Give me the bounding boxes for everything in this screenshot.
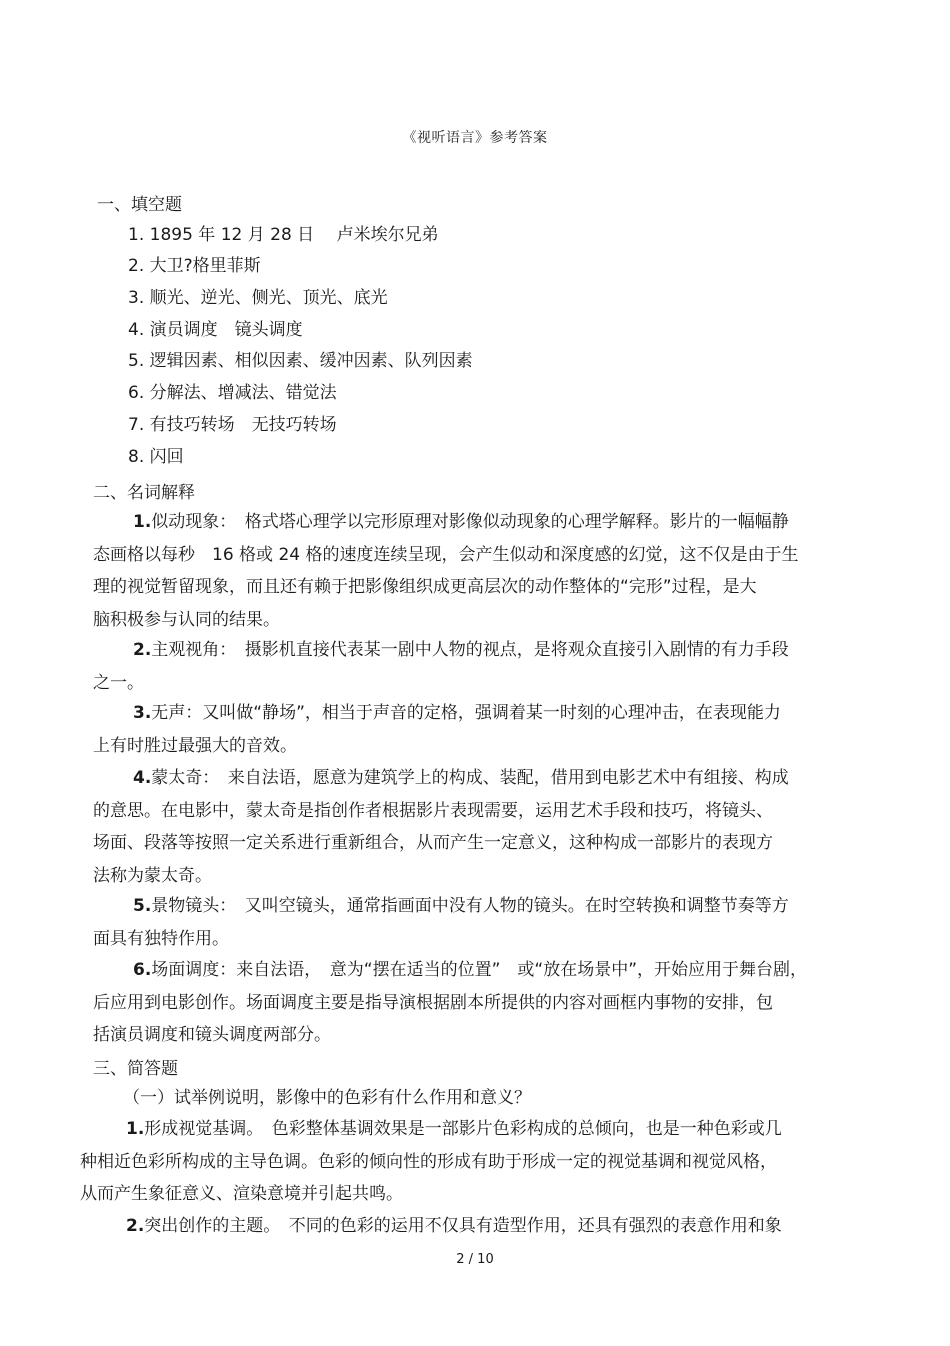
term-line: 态画格以每秒 16 格或 24 格的速度连续呈现，会产生似动和深度感的幻觉，这不仅是由于生: [93, 544, 799, 565]
term-definition: [93, 890, 853, 955]
page-number: 2 / 10: [456, 1252, 494, 1267]
term-line: 主观视角： 摄影机直接代表某一剧中人物的视点，是将观众直接引入剧情的有力手段: [151, 640, 789, 660]
answer-line: 突出创作的主题。 不同的色彩的运用不仅具有造型作用，还具有强烈的表意作用和象: [144, 1216, 782, 1236]
fill-blank-item: 8. 闪回: [128, 447, 184, 467]
term-definition: [93, 506, 853, 636]
term-line: 蒙太奇： 来自法语，愿意为建筑学上的构成、装配，借用到电影艺术中有组接、构成: [151, 768, 789, 788]
term-line: 似动现象： 格式塔心理学以完形原理对影像似动现象的心理学解释。影片的一幅幅静: [151, 512, 789, 532]
term-number: 1.: [133, 512, 152, 532]
term-line: 脑积极参与认同的结果。: [93, 609, 280, 630]
term-number: 5.: [133, 896, 152, 916]
answer-line: 从而产生象征意义、渲染意境并引起共鸣。: [80, 1184, 403, 1204]
section-heading-fill-blanks: 一、填空题: [97, 195, 182, 215]
term-line: 法称为蒙太奇。: [93, 865, 212, 886]
term-line: 场面调度：来自法语， 意为“摆在适当的位置” 或“放在场景中”，开始应用于舞台剧，: [151, 960, 808, 980]
term-line: 景物镜头： 又叫空镜头，通常指画面中没有人物的镜头。在时空转换和调整节奏等方: [151, 896, 789, 916]
term-line: 上有时胜过最强大的音效。: [93, 735, 297, 756]
term-definition: [93, 762, 853, 892]
term-definition: [93, 634, 853, 699]
fill-blank-item: 1. 1895 年 12 月 28 日 卢米埃尔兄弟: [128, 225, 439, 245]
answer-line: 形成视觉基调。 色彩整体基调效果是一部影片色彩构成的总倾向，也是一种色彩或几: [144, 1119, 782, 1139]
term-line: 后应用到电影创作。场面调度主要是指导演根据剧本所提供的内容对画框内事物的安排，包: [93, 992, 773, 1013]
section-heading-term-definitions: 二、名词解释: [93, 483, 195, 503]
term-line: 的意思。在电影中，蒙太奇是指创作者根据影片表现需要，运用艺术手段和技巧，将镜头、: [93, 800, 773, 821]
answer-number: 1.: [126, 1119, 145, 1139]
term-definition: [93, 954, 853, 1052]
term-definition: [93, 697, 853, 762]
fill-blank-item: 6. 分解法、增减法、错觉法: [128, 383, 337, 403]
term-number: 6.: [133, 960, 152, 980]
term-number: 2.: [133, 640, 152, 660]
term-line: 场面、段落等按照一定关系进行重新组合，从而产生一定意义，这种构成一部影片的表现方: [93, 833, 773, 853]
document-title: 《视听语言》参考答案: [402, 130, 548, 146]
term-number: 3.: [133, 703, 152, 723]
fill-blank-item: 7. 有技巧转场 无技巧转场: [128, 415, 337, 435]
term-line: 之一。: [93, 672, 144, 693]
fill-blank-item: 5. 逻辑因素、相似因素、缓冲因素、队列因素: [128, 351, 473, 371]
answer-number: 2.: [126, 1216, 145, 1236]
term-line: 括演员调度和镜头调度两部分。: [93, 1025, 331, 1045]
answer-line: 种相近色彩所构成的主导色调。色彩的倾向性的形成有助于形成一定的视觉基调和视觉风格，: [80, 1151, 777, 1172]
term-number: 4.: [133, 768, 152, 788]
section-heading-short-answer: 三、简答题: [93, 1059, 178, 1079]
short-answer-point: [80, 1113, 860, 1211]
term-line: 面具有独特作用。: [93, 928, 229, 949]
short-answer-question: （一）试举例说明，影像中的色彩有什么作用和意义？: [123, 1088, 531, 1108]
fill-blank-item: 2. 大卫?格里菲斯: [128, 256, 261, 276]
fill-blank-item: 4. 演员调度 镜头调度: [128, 320, 303, 340]
fill-blank-item: 3. 顺光、逆光、侧光、顶光、底光: [128, 288, 388, 308]
term-line: 无声：又叫做“静场”，相当于声音的定格，强调着某一时刻的心理冲击，在表现能力: [151, 703, 781, 723]
short-answer-point: [80, 1210, 860, 1243]
term-line: 理的视觉暂留现象，而且还有赖于把影像组织成更高层次的动作整体的“完形”过程，是大: [93, 577, 757, 597]
